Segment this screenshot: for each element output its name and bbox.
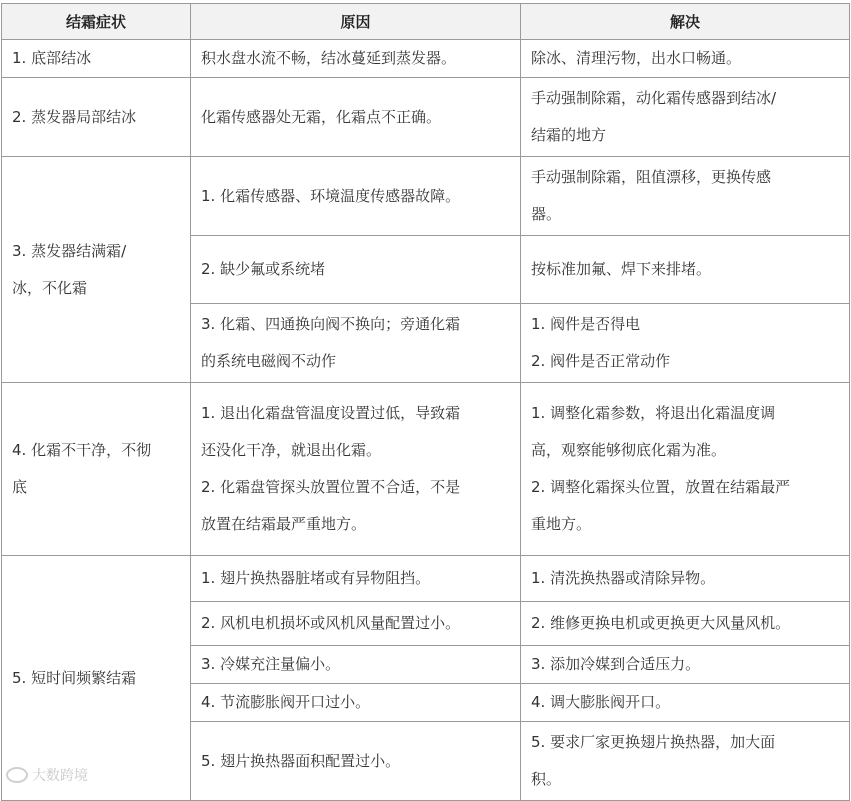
cause-cell — [191, 304, 521, 383]
solution-line: 手动强制除霜，阻值漂移，更换传感 — [531, 168, 772, 186]
solution-line: 手动强制除霜，动化霜传感器到结冰/ — [531, 89, 777, 107]
cause-line: 还没化干净，就退出化霜。 — [201, 441, 382, 459]
solution-cell: 2. 维修更换电机或更换更大风量风机。 — [521, 602, 850, 646]
cause-cell: 化霜传感器处无霜，化霜点不正确。 — [191, 78, 521, 157]
solution-line: 2. 阀件是否正常动作 — [531, 352, 671, 370]
header-symptom: 结霜症状 — [2, 4, 191, 40]
solution-cell: 除冰、清理污物，出水口畅通。 — [521, 40, 850, 78]
solution-line: 1. 调整化霜参数，将退出化霜温度调 — [531, 404, 776, 422]
table-row — [2, 78, 850, 157]
table-row — [2, 556, 850, 602]
cause-cell: 2. 风机电机损坏或风机风量配置过小。 — [191, 602, 521, 646]
solution-cell — [521, 383, 850, 556]
cause-line: 的系统电磁阀不动作 — [201, 352, 337, 370]
solution-line: 高，观察能够彻底化霜为准。 — [531, 441, 727, 459]
symptom-line: 冰，不化霜 — [12, 278, 88, 297]
solution-cell: 4. 调大膨胀阀开口。 — [521, 684, 850, 722]
cause-cell: 1. 翅片换热器脏堵或有异物阻挡。 — [191, 556, 521, 602]
solution-cell — [521, 722, 850, 801]
cause-cell: 1. 化霜传感器、环境温度传感器故障。 — [191, 157, 521, 236]
symptom-cell: 5. 短时间频繁结霜 — [2, 556, 191, 801]
symptom-cell — [2, 157, 191, 383]
header-cause: 原因 — [191, 4, 521, 40]
table-row — [2, 157, 850, 236]
table-row — [2, 383, 850, 556]
header-row — [2, 4, 850, 40]
solution-cell — [521, 304, 850, 383]
solution-line: 积。 — [531, 770, 562, 788]
table-row — [2, 40, 850, 78]
solution-cell: 1. 清洗换热器或清除异物。 — [521, 556, 850, 602]
cause-line: 放置在结霜最严重地方。 — [201, 515, 367, 533]
symptom-cell: 2. 蒸发器局部结冰 — [2, 78, 191, 157]
symptom-cell: 1. 底部结冰 — [2, 40, 191, 78]
cause-line: 3. 化霜、四通换向阀不换向；旁通化霜 — [201, 315, 461, 333]
cause-cell — [191, 383, 521, 556]
symptom-line: 3. 蒸发器结满霜/ — [12, 241, 127, 260]
cause-cell: 5. 翅片换热器面积配置过小。 — [191, 722, 521, 801]
watermark-text: 大数跨境 — [32, 768, 88, 784]
solution-line: 5. 要求厂家更换翅片换热器，加大面 — [531, 733, 776, 751]
solution-cell: 按标准加氟、焊下来排堵。 — [521, 236, 850, 304]
solution-cell — [521, 78, 850, 157]
symptom-line: 4. 化霜不干净，不彻 — [12, 441, 152, 459]
solution-line: 重地方。 — [531, 515, 592, 533]
cause-line: 2. 化霜盘管探头放置位置不合适，不是 — [201, 478, 461, 496]
solution-line: 器。 — [531, 205, 562, 223]
solution-cell — [521, 157, 850, 236]
solution-line: 1. 阀件是否得电 — [531, 315, 641, 333]
symptom-line: 底 — [12, 478, 28, 496]
solution-cell: 3. 添加冷媒到合适压力。 — [521, 646, 850, 684]
cause-line: 1. 退出化霜盘管温度设置过低，导致霜 — [201, 404, 461, 422]
cause-cell: 2. 缺少氟或系统堵 — [191, 236, 521, 304]
symptom-cell — [2, 383, 191, 556]
watermark — [6, 765, 88, 785]
cause-cell: 积水盘水流不畅，结冰蔓延到蒸发器。 — [191, 40, 521, 78]
solution-line: 结霜的地方 — [531, 126, 607, 144]
solution-line: 2. 调整化霜探头位置，放置在结霜最严 — [531, 478, 791, 496]
watermark-logo-icon — [6, 767, 28, 783]
header-solution: 解决 — [521, 4, 850, 40]
cause-cell: 3. 冷媒充注量偏小。 — [191, 646, 521, 684]
cause-cell: 4. 节流膨胀阀开口过小。 — [191, 684, 521, 722]
frost-troubleshooting-table — [1, 3, 850, 801]
